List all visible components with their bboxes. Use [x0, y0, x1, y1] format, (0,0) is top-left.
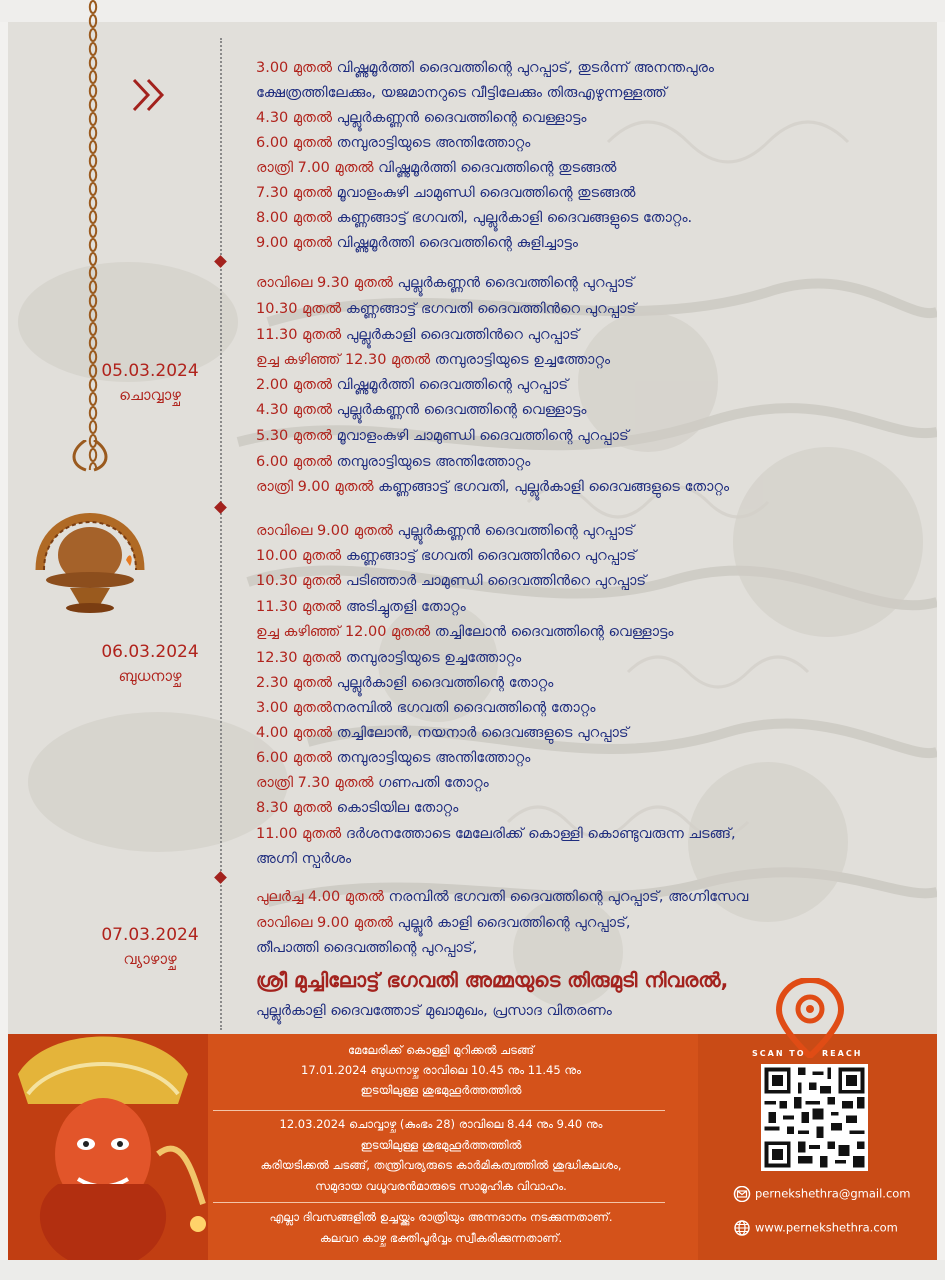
date-block — [70, 641, 230, 687]
footer-line: സമുദായ വധൂവരൻമാരുടെ സാമൂഹിക വിവാഹം. — [315, 1179, 567, 1193]
schedule-line: അഗ്നി സ്പർശം — [256, 851, 352, 867]
schedule-line: 5.30 മുതൽ മൂവാളംകുഴി ചാമുണ്ഡി ദൈവത്തിന്റെ പുറപ്പാട് — [256, 428, 629, 444]
theyyam-figure-image — [8, 1034, 208, 1260]
date-label: 06.03.2024 — [101, 642, 199, 662]
footer-line: കരിയടിക്കൽ ചടങ്ങ്, തന്ത്രിവര്യരുടെ കാർമികത്വത്തിൽ ശുദ്ധികലശം, — [260, 1158, 622, 1172]
schedule-line: 3.00 മുതൽനരമ്പിൽ ഭഗവതി ദൈവത്തിന്റെ തോറ്റം — [256, 700, 596, 716]
weekday-label: ചൊവ്വാഴ്ച — [119, 386, 181, 404]
schedule-line: 6.00 മുതൽ തമ്പുരാട്ടിയുടെ അന്തിത്തോറ്റം — [256, 135, 531, 151]
footer-line: ഇടയിലുള്ള ശുഭമുഹൂർത്തത്തിൽ — [360, 1083, 522, 1097]
schedule-line: 10.30 മുതൽ കണ്ണങ്ങാട്ട് ഭഗവതി ദൈവത്തിൻറെ പുറപ്പാട് — [256, 301, 637, 317]
schedule-highlight-line: ശ്രീ മുച്ചിലോട്ട് ഭഗവതി അമ്മയുടെ തിരുമുടി നിവരൽ, — [256, 968, 729, 992]
schedule-line: 3.00 മുതൽ വിഷ്ണുമൂർത്തി ദൈവത്തിന്റെ പുറപ്പാട്, തുടർന്ന് അനന്തപുരം — [256, 60, 714, 76]
scan-label-right: REACH — [822, 1049, 863, 1058]
date-block — [70, 360, 230, 406]
schedule-line: 12.30 മുതൽ തമ്പുരാട്ടിയുടെ ഉച്ചത്തോറ്റം — [256, 650, 522, 666]
schedule-line: 2.30 മുതൽ പുല്ലൂർകാളി ദൈവത്തിന്റെ തോറ്റം — [256, 675, 554, 691]
schedule-line: 11.00 മുതൽ ദർശനത്തോടെ മേലേരിക്ക് കൊള്ളി കൊണ്ടുവരുന്ന ചടങ്ങ്, — [256, 826, 736, 842]
schedule-line: 10.00 മുതൽ കണ്ണങ്ങാട്ട് ഭഗവതി ദൈവത്തിൻറെ പുറപ്പാട് — [256, 548, 637, 564]
schedule-line: 2.00 മുതൽ വിഷ്ണുമൂർത്തി ദൈവത്തിന്റെ പുറപ്പാട് — [256, 377, 569, 393]
footer-line: കലവറ കാഴ്ച ഭക്തിപൂർവ്വം സ്വീകരിക്കുന്നതാണ്. — [319, 1231, 563, 1245]
weekday-label: വ്യാഴാഴ്ച — [123, 950, 177, 968]
date-block — [70, 924, 230, 970]
globe-icon — [733, 1220, 751, 1236]
footer-line: 12.03.2024 ചൊവ്വാഴ്ച (കുംഭം 28) രാവിലെ 8.44 നും 9.40 നും — [279, 1117, 603, 1131]
schedule-line: 11.30 മുതൽ പുല്ലൂർകാളി ദൈവത്തിൻറെ പുറപ്പാട് — [256, 327, 580, 343]
footer-line: എല്ലാ ദിവസങ്ങളിൽ ഉച്ചയ്ക്കും രാത്രിയും അന്നദാനം നടക്കുന്നതാണ്. — [269, 1210, 613, 1224]
website-text[interactable]: www.pernekshethra.com — [755, 1220, 898, 1235]
schedule-line: 8.00 മുതൽ കണ്ണങ്ങാട്ട് ഭഗവതി, പുല്ലൂർകാളി ദൈവങ്ങളുടെ തോറ്റം. — [256, 210, 693, 226]
top-strip — [0, 0, 945, 22]
schedule-line: രാത്രി 7.30 മുതൽ ഗണപതി തോറ്റം — [256, 775, 489, 791]
schedule-line: 6.00 മുതൽ തമ്പുരാട്ടിയുടെ അന്തിത്തോറ്റം — [256, 750, 531, 766]
email-link[interactable] — [733, 1186, 911, 1202]
schedule-line: 4.30 മുതൽ പുല്ലൂർകണ്ണൻ ദൈവത്തിന്റെ വെള്ളാട്ടം — [256, 402, 587, 418]
schedule-line: തീപാത്തി ദൈവത്തിന്റെ പുറപ്പാട്, — [256, 940, 478, 956]
schedule-line: 7.30 മുതൽ മൂവാളംകുഴി ചാമുണ്ഡി ദൈവത്തിന്റെ തുടങ്ങൽ — [256, 185, 636, 201]
schedule-line: ഉച്ച കഴിഞ്ഞ് 12.30 മുതൽ തമ്പുരാട്ടിയുടെ ഉച്ചത്തോറ്റം — [256, 352, 611, 368]
hanging-lamp-icon — [30, 440, 150, 620]
bottom-strip — [0, 1260, 945, 1280]
chevron-right-double-icon — [132, 78, 170, 112]
qr-code-icon[interactable] — [761, 1064, 868, 1171]
schedule-line: 4.30 മുതൽ പുല്ലൂർകണ്ണൻ ദൈവത്തിന്റെ വെള്ളാട്ടം — [256, 110, 587, 126]
schedule-line: രാത്രി 7.00 മുതൽ വിഷ്ണുമൂർത്തി ദൈവത്തിന്റെ തുടങ്ങൽ — [256, 160, 617, 176]
location-pin-icon[interactable] — [775, 978, 845, 1058]
email-icon — [733, 1186, 751, 1202]
scan-to-reach-label — [752, 1049, 877, 1058]
schedule-line: 10.30 മുതൽ പടിഞ്ഞാർ ചാമുണ്ഡി ദൈവത്തിൻറെ പുറപ്പാട് — [256, 573, 647, 589]
date-label: 07.03.2024 — [101, 925, 199, 945]
date-label: 05.03.2024 — [101, 361, 199, 381]
schedule-line: ക്ഷേത്രത്തിലേക്കും, യജമാനറുടെ വീട്ടിലേക്കും തിരുഎഴുന്നള്ളത്ത് — [256, 85, 667, 101]
scan-label-left: SCAN TO — [752, 1049, 806, 1058]
footer-divider — [213, 1110, 665, 1111]
schedule-line: രാവിലെ 9.30 മുതൽ പുല്ലൂർകണ്ണൻ ദൈവത്തിന്റെ പുറപ്പാട് — [256, 275, 635, 291]
website-link[interactable] — [733, 1220, 898, 1236]
schedule-line: രാവിലെ 9.00 മുതൽ പുല്ലൂർകണ്ണൻ ദൈവത്തിന്റെ പുറപ്പാട് — [256, 523, 635, 539]
schedule-line: രാത്രി 9.00 മുതൽ കണ്ണങ്ങാട്ട് ഭഗവതി, പുല്ലൂർകാളി ദൈവങ്ങളുടെ തോറ്റം — [256, 479, 730, 495]
schedule-line: 9.00 മുതൽ വിഷ്ണുമൂർത്തി ദൈവത്തിന്റെ കുളിച്ചാട്ടം — [256, 235, 578, 251]
footer-line: ഇടയിലുള്ള ശുഭമുഹൂർത്തത്തിൽ — [360, 1138, 522, 1152]
schedule-line: 11.30 മുതൽ അടിച്ചുതളി തോറ്റം — [256, 599, 466, 615]
email-text[interactable]: pernekshethra@gmail.com — [755, 1186, 911, 1201]
weekday-label: ബുധനാഴ്ച — [118, 667, 182, 685]
schedule-line: പുല്ലൂർകാളി ദൈവത്തോട് മുഖാമുഖം, പ്രസാദ വിതരണം — [256, 1003, 612, 1019]
footer-line: മേലേരിക്ക് കൊള്ളി മുറിക്കൽ ചടങ്ങ് — [348, 1043, 534, 1057]
schedule-line: പുലർച്ച 4.00 മുതൽ നരമ്പിൽ ഭഗവതി ദൈവത്തിന്റെ പുറപ്പാട്, അഗ്നിസേവ — [256, 889, 749, 905]
schedule-line: രാവിലെ 9.00 മുതൽ പുല്ലൂർ കാളി ദൈവത്തിന്റെ പുറപ്പാട്, — [256, 915, 631, 931]
schedule-line: 8.30 മുതൽ കൊടിയില തോറ്റം — [256, 800, 459, 816]
schedule-line: 4.00 മുതൽ തച്ചിലോൻ, നയനാർ ദൈവങ്ങളുടെ പുറപ്പാട് — [256, 725, 629, 741]
schedule-line: 6.00 മുതൽ തമ്പുരാട്ടിയുടെ അന്തിത്തോറ്റം — [256, 454, 531, 470]
footer-divider — [213, 1202, 665, 1203]
schedule-line: ഉച്ച കഴിഞ്ഞ് 12.00 മുതൽ തച്ചിലോൻ ദൈവത്തിന്റെ വെള്ളാട്ടം — [256, 624, 674, 640]
footer-line: 17.01.2024 ബുധനാഴ്ച രാവിലെ 10.45 നും 11.45 നും — [301, 1063, 581, 1077]
